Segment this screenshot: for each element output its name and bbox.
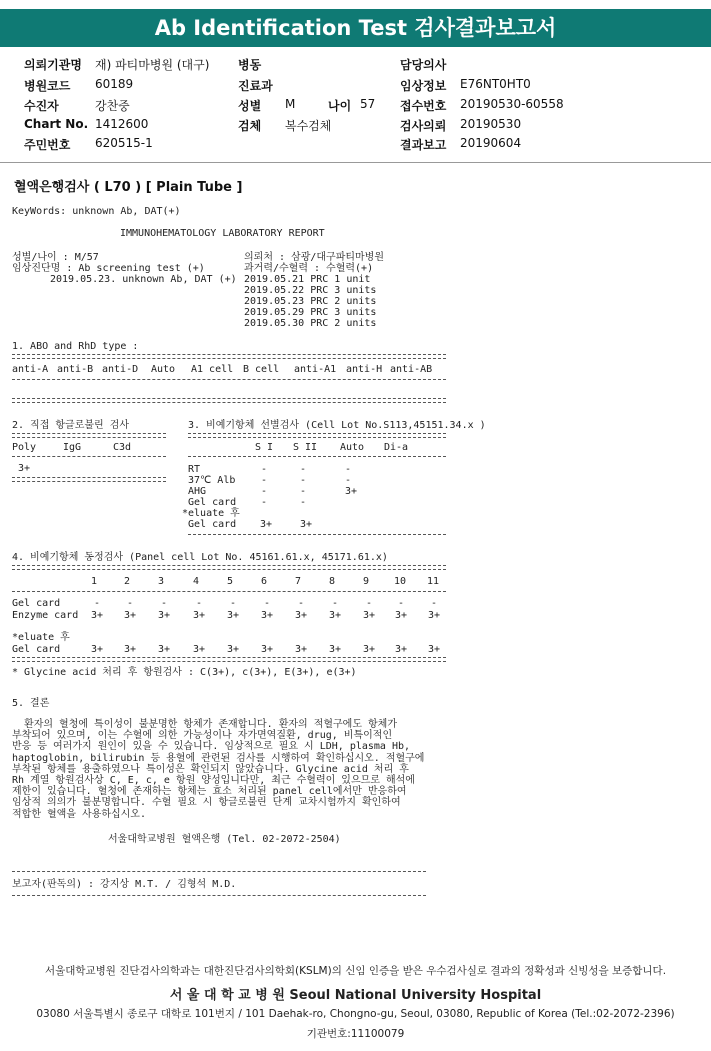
panel-cell: 3+ — [90, 610, 104, 621]
panel-heading: 4. 비예기항체 동정검사 (Panel cell Lot No. 45161.61.x, 45171.61.x) — [12, 552, 388, 563]
panel-cell: - — [229, 598, 237, 609]
transfusion-item: 2019.05.23 PRC 2 units — [244, 296, 377, 307]
request-date-label: 검사의뢰 — [400, 119, 447, 133]
panel-col: 5 — [227, 576, 234, 587]
abo-col: Auto — [151, 364, 176, 375]
chart-no-label: Chart No. — [24, 117, 89, 131]
abo-col: anti-H — [346, 364, 383, 375]
dat-rule-top — [12, 433, 166, 438]
screen-row-label: Gel card — [188, 519, 237, 530]
sex-label: 성별 — [238, 99, 262, 113]
transfusion-item: 2019.05.30 PRC 2 units — [244, 318, 377, 329]
panel-cell: - — [297, 598, 305, 609]
panel-col: 6 — [261, 576, 268, 587]
abo-col: anti-A1 — [294, 364, 337, 375]
request-date-value: 20190530 — [460, 117, 522, 131]
panel-rule-mid — [12, 591, 446, 592]
hospital-address: 03080 서울특별시 종로구 대학로 101번지 / 101 Daehak-ro, Chongno-gu, Seoul, 03080, Republic of Korea (Tel.:02-2072-2396) — [36, 1008, 675, 1020]
screen-cell: - — [261, 475, 268, 486]
hospital-code-value: 60189 — [95, 77, 134, 91]
panel-cell: 3+ — [394, 610, 408, 621]
dat-heading: 2. 직접 항글로불린 검사 — [12, 420, 130, 431]
abo-rule-mid — [12, 379, 446, 380]
lab-report-title: IMMUNOHEMATOLOGY LABORATORY REPORT — [120, 228, 325, 239]
panel-col: 8 — [329, 576, 336, 587]
report-title: Ab Identification Test 검사결과보고서 — [154, 16, 557, 40]
panel-row-label: Gel card — [12, 644, 61, 655]
abo-rule-bottom — [12, 398, 446, 403]
doctor-label: 담당의사 — [400, 58, 447, 72]
abo-col: anti-AB — [390, 364, 433, 375]
screen-col: Di-a — [384, 442, 409, 453]
conclusion-line: 부착되어 있으며, 이는 수혈에 의한 가능성이나 자가면역질환, drug, 비특이적인 — [12, 730, 393, 742]
age-value: 57 — [360, 97, 376, 111]
clinical-info-value: E76NT0HT0 — [460, 77, 531, 91]
report-title-bar — [0, 9, 711, 47]
requester: 의뢰처 : 삼광/대구파티마병원 — [244, 252, 385, 263]
panel-cell: 3+ — [157, 610, 171, 621]
conclusion-heading: 5. 결론 — [12, 698, 50, 709]
clinical-info-label: 임상정보 — [400, 79, 447, 93]
ward-label: 병동 — [238, 58, 262, 72]
screen-col: Auto — [340, 442, 365, 453]
panel-row-label: Enzyme card — [12, 610, 79, 621]
panel-cell: 3+ — [123, 610, 137, 621]
screen-row-label: *eluate 후 — [182, 508, 240, 519]
bloodbank-contact: 서울대학교병원 혈액은행 (Tel. 02-2072-2504) — [108, 834, 341, 845]
screen-rule-mid — [188, 456, 446, 457]
patient-name-label: 수진자 — [24, 99, 59, 113]
panel-cell: - — [195, 598, 203, 609]
conclusion-line: 환자의 혈청에 특이성이 불분명한 항체가 존재합니다. 환자의 적혈구에도 항체가 — [12, 719, 398, 730]
panel-rule-bottom — [12, 657, 446, 662]
screen-col: S II — [293, 442, 318, 453]
panel-col: 4 — [193, 576, 200, 587]
abo-rule-top — [12, 354, 446, 359]
panel-rule-top — [12, 565, 446, 570]
screen-cell: - — [345, 464, 352, 475]
certification-note: 서울대학교병원 진단검사의학과는 대한진단검사의학회(KSLM)의 신임 인증을 받은 우수검사실로 결과의 정확성과 신빙성을 보증합니다. — [44, 965, 667, 977]
panel-cell: - — [430, 598, 438, 609]
panel-col: 9 — [363, 576, 370, 587]
dat-rule-mid — [12, 456, 166, 457]
panel-cell: 3+ — [192, 610, 206, 621]
screen-cell: 3+ — [260, 519, 273, 530]
glycine-result: * Glycine acid 처리 후 항원검사 : C(3+), c(3+), E(3+), e(3+) — [12, 667, 357, 678]
screen-heading: 3. 비예기항체 선별검사 (Cell Lot No.S113,45151.34.x ) — [188, 420, 486, 431]
screen-cell: - — [300, 497, 307, 508]
conclusion-line: haptoglobin, bilirubin 등 용혈에 관련된 검사를 시행하여 확인하십시오. 적혈구에 — [12, 752, 425, 764]
screen-cell: - — [300, 486, 307, 497]
panel-cell: 3+ — [260, 610, 274, 621]
clinical-diagnosis: 임상진단명 : Ab screening test (+) — [12, 263, 205, 274]
screen-cell: - — [345, 475, 352, 486]
panel-cell: 3+ — [294, 610, 308, 621]
header-divider — [0, 162, 711, 163]
panel-cell: 3+ — [427, 644, 441, 655]
dat-col-igg: IgG — [63, 442, 82, 453]
hospital-name-label: 의뢰기관명 — [24, 58, 82, 72]
panel-cell: - — [160, 598, 168, 609]
screen-row-label: Gel card — [188, 497, 237, 508]
panel-cell: 3+ — [427, 610, 441, 621]
panel-cell: 3+ — [226, 644, 240, 655]
clinical-diagnosis-detail: 2019.05.23. unknown Ab, DAT (+) — [50, 274, 237, 285]
age-label: 나이 — [328, 99, 352, 113]
panel-cell: 3+ — [192, 644, 206, 655]
reporter: 보고자(판독의) : 강지상 M.T. / 김형석 M.D. — [12, 879, 237, 890]
conclusion-line: Rh 계열 항원검사상 C, E, c, e 항원 양성입니다만, 최근 수혈력이 있으므로 해석에 — [12, 775, 415, 786]
panel-row-label: Gel card — [12, 598, 61, 609]
transfusion-item: 2019.05.21 PRC 1 unit — [244, 274, 371, 285]
panel-col: 1 — [91, 576, 98, 587]
dat-col-c3d: C3d — [113, 442, 132, 453]
panel-cell: 3+ — [226, 610, 240, 621]
dat-rule-bottom — [12, 477, 166, 482]
patient-name-value: 강찬중 — [95, 99, 130, 113]
screen-row-label: AHG — [188, 486, 207, 497]
conclusion-line: 적합한 혈액을 사용하십시오. — [12, 808, 146, 820]
panel-cell: 3+ — [362, 610, 376, 621]
screen-cell: - — [261, 497, 268, 508]
panel-cell: - — [93, 598, 101, 609]
screen-row-label: RT — [188, 464, 201, 475]
abo-col: anti-A — [12, 364, 49, 375]
panel-cell: 3+ — [362, 644, 376, 655]
conclusion-line: 제한이 있습니다. 혈청에 존재하는 항체는 효소 처리된 panel cell에서만 반응하여 — [12, 786, 407, 798]
chart-no-value: 1412600 — [95, 117, 149, 131]
screen-cell: 3+ — [300, 519, 313, 530]
resident-no-value: 620515-1 — [95, 136, 153, 150]
panel-cell: 3+ — [328, 644, 342, 655]
panel-cell: 3+ — [123, 644, 137, 655]
panel-cell: - — [263, 598, 271, 609]
test-title: 혈액은행검사 ( L70 ) [ Plain Tube ] — [14, 180, 243, 195]
report-date-label: 결과보고 — [400, 138, 447, 152]
panel-col: 3 — [158, 576, 165, 587]
report-date-value: 20190604 — [460, 136, 522, 150]
panel-cell: 3+ — [328, 610, 342, 621]
abo-col: B cell — [243, 364, 280, 375]
conclusion-line: 반응 등 여러가지 원인이 있을 수 있습니다. 임상적으로 필요 시 LDH, plasma Hb, — [12, 741, 411, 753]
screen-cell: - — [261, 486, 268, 497]
abo-col: anti-D — [102, 364, 139, 375]
hospital-name-footer: 서 울 대 학 교 병 원 Seoul National University Hospital — [169, 988, 542, 1003]
keywords: KeyWords: unknown Ab, DAT(+) — [12, 206, 181, 217]
receipt-no-label: 접수번호 — [400, 99, 447, 113]
screen-cell: - — [261, 464, 268, 475]
screen-cell: - — [300, 475, 307, 486]
screen-rule-top — [188, 433, 446, 438]
patient-sex-age: 성별/나이 : M/57 — [12, 252, 99, 263]
screen-cell: - — [300, 464, 307, 475]
panel-cell: - — [397, 598, 405, 609]
conclusion-line: 부착된 항체를 용출하였으나 특이성은 확인되지 않았습니다. Glycine acid 처리 후 — [12, 763, 409, 775]
screen-row-label: 37℃ Alb — [188, 475, 236, 486]
screen-rule-bottom — [188, 534, 446, 535]
abo-col: A1 cell — [191, 364, 234, 375]
abo-heading: 1. ABO and RhD type : — [12, 341, 139, 352]
panel-cell: 3+ — [394, 644, 408, 655]
panel-cell: 3+ — [294, 644, 308, 655]
panel-col: 2 — [124, 576, 131, 587]
transfusion-item: 2019.05.22 PRC 3 units — [244, 285, 377, 296]
screen-col: S I — [255, 442, 274, 453]
panel-cell: - — [126, 598, 134, 609]
dat-col-poly: Poly — [12, 442, 37, 453]
hospital-name-value: 재) 파티마병원 (대구) — [95, 58, 210, 72]
transfusion-history: 과거력/수혈력 : 수혈력(+) — [244, 263, 374, 274]
panel-col: 11 — [427, 576, 440, 587]
transfusion-item: 2019.05.29 PRC 3 units — [244, 307, 377, 318]
panel-cell: - — [331, 598, 339, 609]
resident-no-label: 주민번호 — [24, 138, 71, 152]
panel-cell: 3+ — [90, 644, 104, 655]
panel-row-label: *eluate 후 — [12, 632, 70, 643]
panel-cell: - — [365, 598, 373, 609]
hospital-code-label: 병원코드 — [24, 79, 71, 93]
screen-cell: 3+ — [345, 486, 358, 497]
panel-col: 7 — [295, 576, 302, 587]
conclusion-line: 임상적 의의가 불분명합니다. 수혈 필요 시 항글로불린 단계 교차시험까지 확인하여 — [12, 797, 401, 809]
panel-col: 10 — [394, 576, 407, 587]
reporter-rule-top — [12, 871, 426, 872]
specimen-value: 복수검체 — [285, 119, 332, 133]
abo-col: anti-B — [57, 364, 94, 375]
institution-code: 기관번호:11100079 — [306, 1028, 405, 1040]
panel-cell: 3+ — [260, 644, 274, 655]
department-label: 진료과 — [238, 79, 273, 93]
sex-value: M — [285, 97, 296, 111]
reporter-rule-bottom — [12, 895, 426, 896]
specimen-label: 검체 — [238, 119, 262, 133]
dat-poly-value: 3+ — [18, 463, 31, 474]
panel-cell: 3+ — [157, 644, 171, 655]
receipt-no-value: 20190530-60558 — [460, 97, 564, 111]
